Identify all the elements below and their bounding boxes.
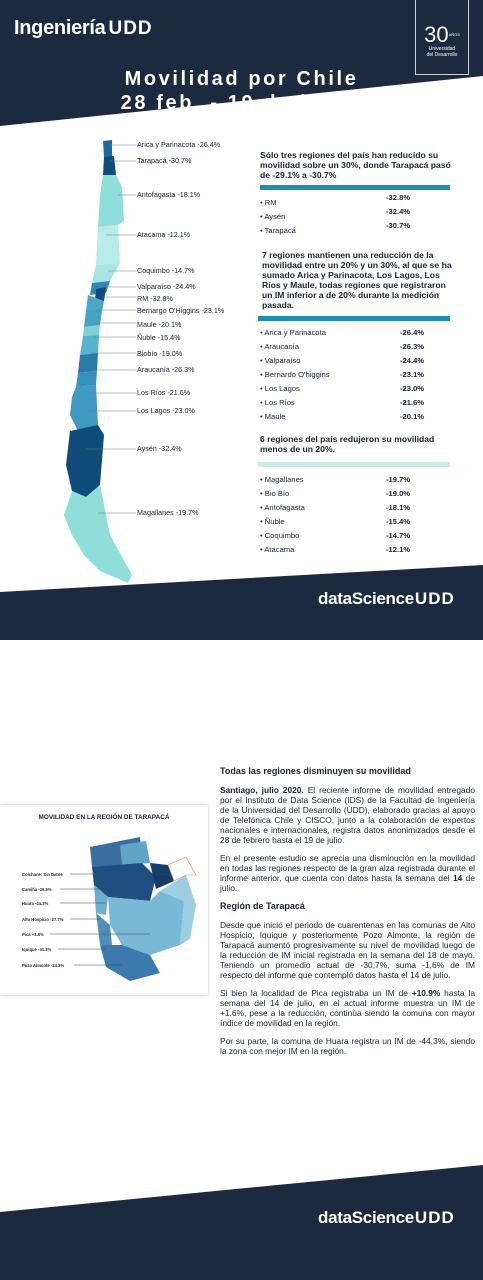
map-label: RM -32.8% bbox=[137, 294, 173, 303]
map-label: Biobío -19.0% bbox=[137, 349, 183, 358]
page-title-line1: Movilidad por Chile bbox=[124, 68, 359, 90]
datascience-logo-top bbox=[318, 589, 455, 609]
datascience-logo-bottom bbox=[318, 1208, 455, 1228]
list-item: • Bio Bío -19.0% bbox=[260, 489, 411, 498]
badge-line2: del Desarrollo bbox=[426, 52, 458, 58]
map-label: Atacama -12.1% bbox=[137, 230, 191, 239]
map-label: Araucanía -26.3% bbox=[137, 365, 195, 374]
article-paragraph-2: En el presente estudio se aprecia una disminución en la movilidad en todas las regiones respecto de la gran alza registrada durante el informe anterior, que cuenta con datos hasta la semana del 14 de julio. bbox=[220, 853, 475, 893]
badge-line1: Universidad bbox=[428, 46, 456, 52]
list-item: • Valparaíso -24.4% bbox=[260, 356, 425, 365]
list-item: • Araucanía -26.3% bbox=[260, 342, 425, 351]
tarapaca-map-title: MOVILIDAD EN LA REGIÓN DE TARAPACÁ bbox=[38, 814, 170, 821]
list-item: • Ñuble -15.4% bbox=[260, 517, 411, 526]
anniversary-badge bbox=[415, 0, 469, 75]
article-heading: Todas las regiones disminuyen su movilidad bbox=[220, 766, 411, 776]
article bbox=[220, 766, 475, 1064]
ingenieria-logo bbox=[14, 17, 153, 40]
list-item: • Los Ríos -21.6% bbox=[260, 398, 425, 407]
tarapaca-label: Camiña -26.5% bbox=[22, 887, 52, 892]
map-label: Los Lagos -23.0% bbox=[137, 406, 195, 415]
group2-statement: 7 regiones mantienen una reducción de la movilidad entre un 20% y un 30%, al que se ha sumado Arica y Parinacota, Los Lagos, Los Ríos y Maule, todas regiones que registraron un IM inferior a de 20% durante la medición pasada. bbox=[262, 250, 452, 310]
tarapaca-label: Iquique -31.3% bbox=[22, 947, 52, 952]
list-item: • Magallanes -19.7% bbox=[260, 475, 411, 484]
group3-divider bbox=[258, 462, 450, 467]
chile-map bbox=[0, 135, 140, 595]
list-item: • Tarapacá -30.7% bbox=[260, 221, 411, 235]
article-paragraph-3: Desde que inició el periodo de cuarentenas en las comunas de Alto Hospicio, Iquique y posteriormente Pozo Almonte, la región de Tarapacá aumentó progresivamente su nivel de movilidad luego de la reducción de IM inicial registrada en la semana del 18 de mayo. Teniendo un promedio actual de -30,7%, suma -1,6% de IM respecto del informe que contempló datos hasta el 14 de julio. bbox=[220, 920, 475, 980]
badge-small: AÑOS bbox=[448, 32, 460, 37]
tarapaca-label: Colchane: Sin Datos bbox=[22, 872, 63, 877]
map-label: Antofagasta -18.1% bbox=[137, 190, 201, 199]
map-label: Aysén -32.4% bbox=[137, 444, 182, 453]
ds-udd: UDD bbox=[414, 589, 455, 608]
brand-udd: UDD bbox=[108, 18, 153, 39]
map-label: Ñuble -15.4% bbox=[137, 333, 181, 342]
group1-divider bbox=[260, 185, 450, 190]
list-item: • Los Lagos -23.0% bbox=[260, 384, 425, 393]
article-paragraph-4: Si bien la localidad de Pica registraba un IM de +10.9% hasta la semana del 14 de julio, en el actual informe muestra un IM de +1.6%, pese a la reducción, continúa siendo la comuna con mayor índice de movilidad en la región. bbox=[220, 988, 475, 1028]
tarapaca-label: Alto Hospicio -27.7% bbox=[22, 917, 64, 922]
list-item: • Maule -20.1% bbox=[260, 412, 425, 421]
ds-text: dataScience bbox=[318, 1208, 414, 1227]
list-item: • Atacama -12.1% bbox=[260, 545, 411, 554]
group2-list bbox=[260, 328, 450, 424]
list-item: • Bernardo O'higgins -23.1% bbox=[260, 370, 425, 379]
list-item: • Arica y Parinacota -26.4% bbox=[260, 328, 425, 337]
tarapaca-label: Huara -44.3% bbox=[22, 901, 49, 906]
ds-text: dataScience bbox=[318, 589, 414, 608]
brand-text: Ingeniería bbox=[14, 17, 106, 39]
list-item: • Aysén -32.4% bbox=[260, 207, 411, 221]
ds-udd: UDD bbox=[414, 1208, 455, 1227]
group3-statement: 6 regiones del país redujeron su movilidad menos de un 20%. bbox=[260, 434, 435, 454]
tarapaca-label: Pozo Almonte -24.3% bbox=[22, 963, 65, 968]
list-item: • Antofagasta -18.1% bbox=[260, 503, 411, 512]
map-label: Valparaíso -24.4% bbox=[137, 282, 196, 291]
group2-divider bbox=[258, 316, 450, 321]
map-label: Bernargo O'Higgins -23.1% bbox=[137, 306, 225, 315]
page-title-line2: 28 feb. - 19 de julio. bbox=[120, 92, 363, 114]
list-item: • RM -32.8% bbox=[260, 193, 411, 207]
article-subheading: Región de Tarapacá bbox=[220, 901, 305, 911]
tarapaca-label: Pica +1.6% bbox=[22, 932, 44, 937]
map-label: Tarapacá -30.7% bbox=[137, 156, 192, 165]
tarapaca-map-panel bbox=[0, 805, 208, 995]
map-label: Coquimbo -14.7% bbox=[137, 266, 195, 275]
group1-list bbox=[260, 192, 450, 236]
group1-statement: Sólo tres regiones del país han reducido su movilidad sobre un 30%, donde Tarapacá pasó de -29.1% a -30.7% bbox=[260, 150, 451, 180]
list-item: • Coquimbo -14.7% bbox=[260, 531, 411, 540]
group3-list bbox=[260, 475, 450, 557]
map-label: Los Ríos -21.6% bbox=[137, 388, 191, 397]
article-paragraph-5: Por su parte, la comuna de Huara registra un IM de -44,3%, siendo la zona con mejor IM en la región. bbox=[220, 1036, 475, 1056]
article-lead: Santiago, julio 2020. bbox=[220, 785, 304, 795]
map-label: Magallanes -19.7% bbox=[137, 508, 199, 517]
map-label: Arica y Parinacota -26.4% bbox=[137, 140, 221, 149]
badge-number: 30 bbox=[424, 22, 449, 47]
article-paragraph-1: Santiago, julio 2020. El reciente informe de movilidad entregado por el Instituto de Data Science (IDS) de la Facultad de Ingeniería de la Universidad del Desarrollo (UDD), elaborado gracias al apoyo de Telefónica Chile y CISCO, junto a la colaboración de expertos nacionales e internacionales, registra datos anonimizados desde el 28 de febrero hasta el 19 de julio. bbox=[220, 785, 475, 845]
map-label: Maule -20.1% bbox=[137, 320, 182, 329]
